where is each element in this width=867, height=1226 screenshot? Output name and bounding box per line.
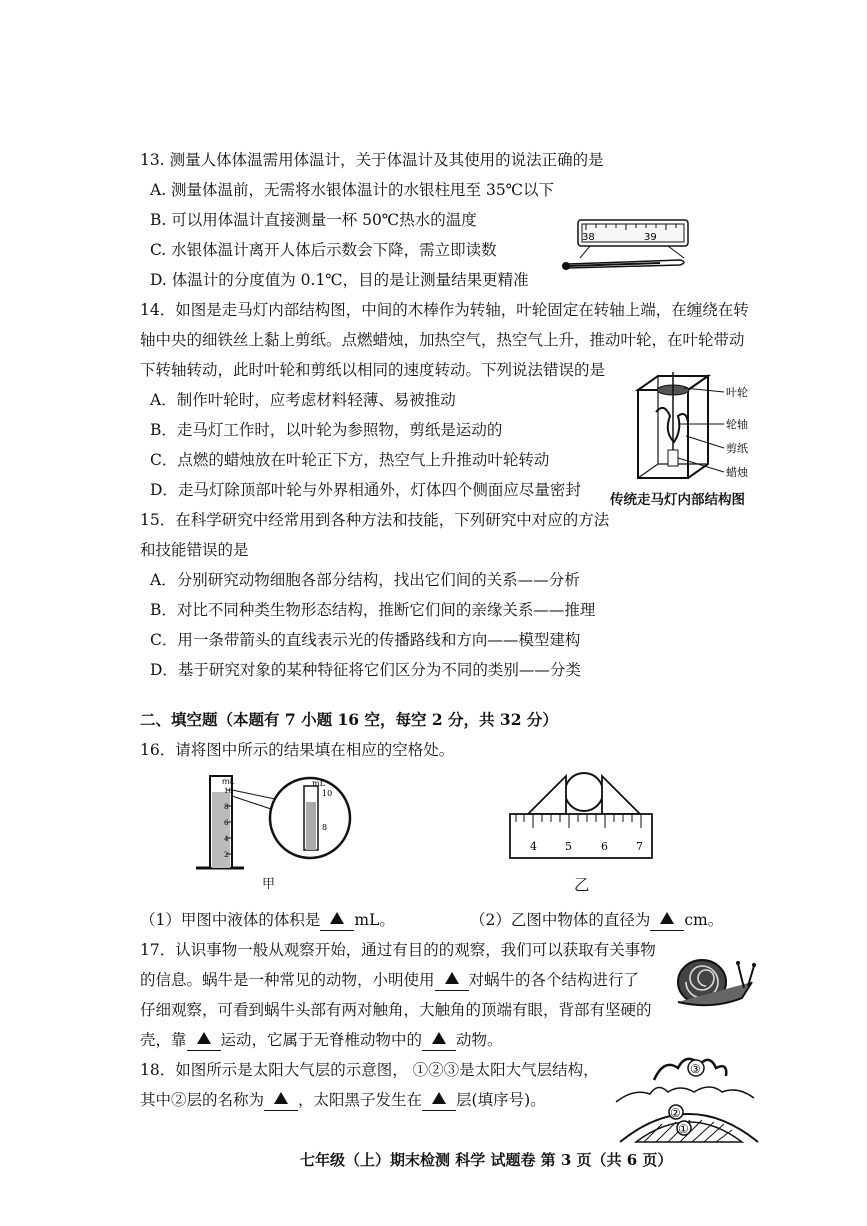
- thermo-label-38: 38: [582, 232, 595, 243]
- q17-line4-end: 动物。: [456, 1031, 503, 1049]
- answer-blank[interactable]: [187, 1030, 221, 1051]
- zoom-unit: mL: [312, 779, 325, 788]
- cylinder-unit: mL: [222, 777, 235, 786]
- q15-option-d: D．基于研究对象的某种特征将它们区分为不同的类别——分类: [150, 661, 581, 679]
- q17-line4: [140, 1030, 503, 1051]
- q13-option-d: D. 体温计的分度值为 0.1℃，目的是让测量结果更精准: [150, 271, 529, 289]
- page-footer: 七年级（上）期末检测 科学 试题卷 第 3 页（共 6 页）: [300, 1151, 673, 1169]
- lantern-figure: [628, 372, 758, 482]
- q13-stem: 13. 测量人体体温需用体温计，关于体温计及其使用的说法正确的是: [140, 151, 604, 169]
- cyl-tick-8: 8: [224, 803, 229, 811]
- q18-line2-text: 其中②层的名称为: [140, 1091, 265, 1109]
- q16-part1-unit: mL。: [354, 911, 395, 929]
- q16-stem: 16．请将图中所示的结果填在相应的空格处。: [140, 741, 455, 759]
- section-2-title: 二、填空题（本题有 7 小题 16 空，每空 2 分，共 32 分）: [140, 710, 558, 729]
- q15-option-b: B．对比不同种类生物形态结构，推断它们间的亲缘关系——推理: [150, 601, 596, 619]
- triangle-icon: [330, 912, 344, 924]
- q15-stem-line2: 和技能错误的是: [140, 541, 249, 559]
- q14-option-a: A．制作叶轮时，应考虑材料轻薄、易被推动: [150, 391, 456, 409]
- triangle-icon: [445, 972, 459, 984]
- q14-option-d: D．走马灯除顶部叶轮与外界相通外，灯体四个侧面应尽量密封: [150, 481, 581, 499]
- ruler-tick-7: 7: [636, 840, 643, 853]
- q14-option-c: C．点燃的蜡烛放在叶轮正下方，热空气上升推动叶轮转动: [150, 451, 550, 469]
- lantern-label-papercut: 剪纸: [726, 442, 748, 455]
- answer-blank[interactable]: [264, 1090, 298, 1111]
- triangle-icon: [274, 1092, 288, 1104]
- thermometer-figure: [560, 218, 690, 270]
- ruler-tick-5: 5: [565, 840, 572, 853]
- snail-image: [672, 952, 758, 1010]
- triangle-icon: [197, 1032, 211, 1044]
- lantern-label-candle: 蜡烛: [726, 466, 748, 479]
- q18-line1: 18．如图所示是太阳大气层的示意图， ①②③是太阳大气层结构，: [140, 1061, 599, 1079]
- q16-part2-unit: cm。: [684, 911, 724, 929]
- q17-line2-end: 对蜗牛的各个结构进行了: [468, 971, 640, 989]
- q16-part2-text: （2）乙图中物体的直径为: [470, 911, 651, 929]
- zoom-tick-10: 10: [322, 789, 333, 798]
- lantern-label-impeller: 叶轮: [726, 386, 748, 399]
- ruler-sphere-figure: [508, 772, 654, 862]
- triangle-icon: [432, 1032, 446, 1044]
- q14-option-b: B．走马灯工作时，以叶轮为参照物，剪纸是运动的: [150, 421, 503, 439]
- q17-line2-text: 的信息。蜗牛是一种常见的动物，小明使用: [140, 971, 435, 989]
- q14-stem-line2: 轴中央的细铁丝上黏上剪纸。点燃蜡烛，加热空气，热空气上升，推动叶轮，在叶轮带动: [140, 331, 745, 349]
- q13-option-c: C. 水银体温计离开人体后示数会下降，需立即读数: [150, 241, 497, 259]
- lantern-label-axle: 轮轴: [726, 418, 748, 431]
- cyl-tick-6: 6: [224, 819, 229, 827]
- answer-blank[interactable]: [435, 970, 469, 991]
- fig-b-caption: 乙: [574, 876, 590, 894]
- graduated-cylinder-figure: [196, 772, 352, 872]
- q17-line3: 仔细观察，可看到蜗牛头部有两对触角，大触角的顶端有眼，背部有坚硬的: [140, 1001, 652, 1019]
- q15-stem-line1: 15．在科学研究中经常用到各种方法和技能，下列研究中对应的方法: [140, 511, 610, 529]
- triangle-icon: [660, 912, 674, 924]
- q17-line1: 17．认识事物一般从观察开始，通过有目的的观察，我们可以获取有关事物: [140, 941, 656, 959]
- ruler-tick-4: 4: [530, 840, 537, 853]
- ruler-tick-6: 6: [601, 840, 608, 853]
- q16-part1: [140, 910, 395, 931]
- q13-option-b: B. 可以用体温计直接测量一杯 50℃热水的温度: [150, 211, 477, 229]
- answer-blank[interactable]: [422, 1090, 456, 1111]
- fig-a-caption: 甲: [262, 877, 276, 892]
- q18-line2: [140, 1090, 546, 1111]
- lantern-caption: 传统走马灯内部结构图: [610, 492, 745, 508]
- q17-line2: [140, 970, 639, 991]
- q14-stem-line3: 下转轴转动，此时叶轮和剪纸以相同的速度转动。下列说法错误的是: [140, 361, 606, 379]
- layer-2-label: ②: [670, 1106, 681, 1120]
- answer-blank[interactable]: [422, 1030, 456, 1051]
- cyl-tick-4: 4: [224, 835, 229, 843]
- q15-option-a: A．分别研究动物细胞各部分结构，找出它们间的关系——分析: [150, 571, 580, 589]
- q18-line2-mid: ，太阳黑子发生在: [298, 1091, 423, 1109]
- layer-1-label: ①: [678, 1122, 689, 1136]
- q15-option-c: C．用一条带箭头的直线表示光的传播路线和方向——模型建构: [150, 631, 581, 649]
- q18-line2-end: 层(填序号)。: [456, 1091, 546, 1109]
- q16-part1-text: （1）甲图中液体的体积是: [140, 911, 321, 929]
- layer-3-label: ③: [690, 1062, 701, 1076]
- cyl-tick-2: 2: [224, 851, 229, 859]
- answer-blank[interactable]: [650, 910, 684, 931]
- answer-blank[interactable]: [320, 910, 354, 931]
- cyl-tick-10: 10: [224, 787, 233, 795]
- q13-option-a: A. 测量体温前，无需将水银体温计的水银柱甩至 35℃以下: [150, 181, 555, 199]
- thermo-label-39: 39: [644, 232, 657, 243]
- zoom-tick-8: 8: [322, 823, 328, 832]
- q16-part2: [470, 910, 723, 931]
- q17-line4-mid: 运动，它属于无脊椎动物中的: [220, 1031, 423, 1049]
- q17-line4-text: 壳，靠: [140, 1031, 187, 1049]
- triangle-icon: [432, 1092, 446, 1104]
- q14-stem-line1: 14．如图是走马灯内部结构图，中间的木棒作为转轴，叶轮固定在转轴上端，在缠绕在转: [140, 301, 749, 319]
- solar-atmosphere-figure: [614, 1052, 764, 1142]
